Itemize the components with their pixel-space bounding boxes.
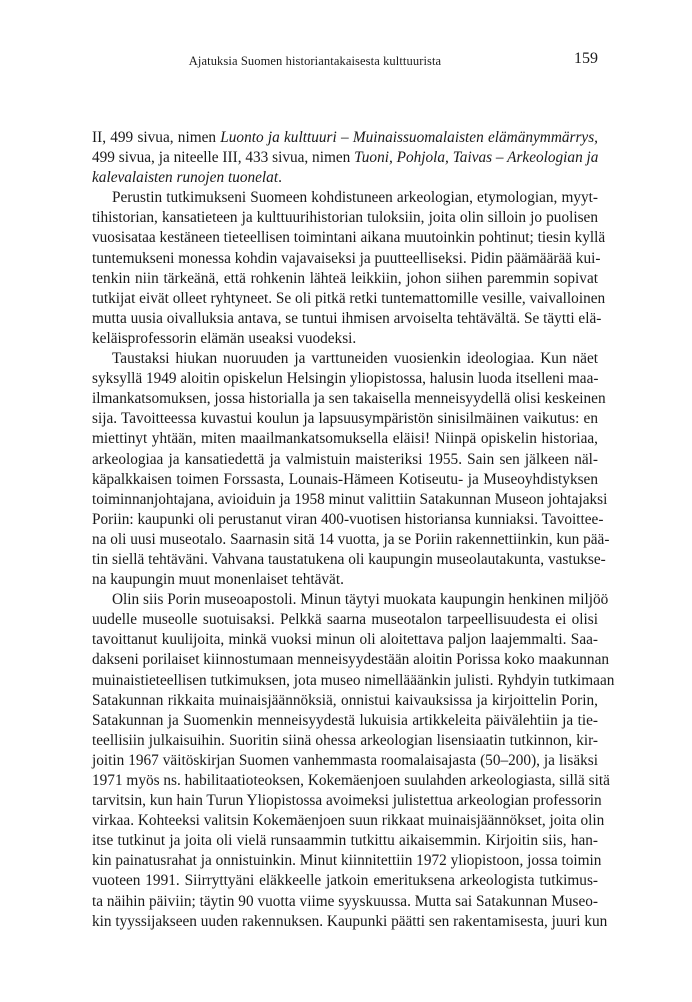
running-title: Ajatuksia Suomen historiantakaisesta kulttuurista (188, 54, 442, 68)
paragraph-continuation (92, 128, 598, 188)
text-line: tutkijat eivät olleet ryhtyneet. Se oli pitkä retki tuntemattomille vesille, vaivalloinen (92, 289, 606, 307)
text-line: tin siellä tehtäväni. Vahvana taustatukena oli kaupungin museolautakunta, vastukse- (92, 550, 606, 568)
text-line: dakseni porilaiset kiinnostumaan menneisyydestään aloitin Porissa koko maakunnan (92, 651, 610, 669)
text-line: Olin siis Porin museoapostoli. Minun täytyi muokata kaupungin henkinen miljöö (112, 591, 609, 609)
text-line: Poriin: kaupunki oli perustanut viran 400-vuotisen historiansa kunniaksi. Tavoittee- (92, 510, 604, 528)
page-number: 159 (574, 50, 598, 67)
running-header (92, 50, 598, 72)
text-line: vuoteen 1991. Siirryttyäni eläkkeelle jatkoin emerituksena arkeologista tutkimus- (92, 872, 598, 890)
text-line: arkeologiaa ja kansatiedettä ja valmistuin maisteriksi 1955. Sain sen jälkeen näl- (92, 450, 598, 468)
text-line: ilmankatsomuksen, jossa historialla ja sen takaisella menneisyydellä olisi keskeinen (92, 390, 606, 408)
text-line: tavoittanut kuulijoita, minkä vuoksi minun oli aloitettava paljon laajemmalti. Saa- (92, 631, 598, 649)
text-line: 1971 myös ns. habilitaatioteoksen, Kokemäenjoen suulahden arkeologiasta, sillä sitä (92, 772, 610, 789)
text-line: uudelle museolle suotuisaksi. Pelkkä saarna museotalon tarpeellisuudesta ei olisi (92, 611, 598, 629)
book-title-italic: kalevalaisten runojen tuonelat (92, 169, 279, 187)
text-line: tarvitsin, kun hain Turun Yliopistossa avoimeksi julistettua arkeologian professorin (92, 792, 602, 810)
text-line: tuntemukseni monessa kohdin vajavaiseksi ja puutteelliseksi. Pidin päämäärää kui- (92, 249, 601, 267)
text-line: joitin 1967 väitöskirjan Suomen vanhemmasta roomalaisajasta (50–200), ja lisäksi (92, 751, 598, 769)
text-line: käpalkkaisen toimen Forssasta, Lounais-Hämeen Kotiseutu- ja Museoyhdistyksen (92, 470, 598, 488)
text-line: II, 499 sivua, nimen Luonto ja kulttuuri – Muinaissuomalaisten elämänymmärrys, (92, 129, 598, 146)
text-line: vuosisataa kestäneen tieteellisen toimintani aikana muutoinkin pohtinut; tiesin kyllä (92, 229, 606, 247)
paragraph (92, 349, 610, 590)
text-line: kin tyyssijakseen uuden rakennuksen. Kaupunki päätti sen rakentamisesta, juuri kun (92, 912, 608, 930)
text-line: mutta uusia oivalluksia antava, se tuntui ihmisen arvoiselta tehtävältä. Se täytti elä- (92, 309, 602, 327)
text-line: Perustin tutkimukseni Suomeen kohdistuneen arkeologian, etymologian, myyt- (112, 189, 598, 207)
paragraph (92, 590, 615, 932)
text-line: ta näihin päiviin; täytin 90 vuotta viime syyskuussa. Mutta sai Satakunnan Museo- (92, 892, 598, 910)
text-line: Taustaksi hiukan nuoruuden ja varttuneiden vuosienkin ideologiaa. Kun näet (112, 350, 598, 368)
text-line: na oli uusi museotalo. Saarnasin sitä 14 vuotta, ja se Poriin rakennettiinkin, kun pää- (92, 530, 610, 548)
book-title-italic: Luonto ja kulttuuri – Muinaissuomalaisten elämänymmärrys, (220, 129, 598, 146)
body-text (92, 128, 615, 932)
text-line: tihistorian, kansatieteen ja kulttuurihistorian tuloksiin, joita olin silloin jo puolisen (92, 209, 598, 227)
text-line: na kaupungin muut monenlaiset tehtävät. (92, 571, 344, 589)
book-title-italic: Tuoni, Pohjola, Taivas – Arkeologian ja (354, 149, 599, 167)
text-line: kin painatusrahat ja onnistuinkin. Minut kiinnitettiin 1972 yliopistoon, jossa toimin (92, 852, 602, 870)
text-line: kalevalaisten runojen tuonelat. (92, 169, 282, 187)
text-line: teellisiin julkaisuihin. Suoritin siinä ohessa arkeologian lisensiaatin tutkinnon, kir- (92, 731, 598, 749)
text-line: Satakunnan rikkaita muinaisjäännöksiä, onnistui kaivauksissa ja kirjoittelin Porin, (92, 691, 598, 709)
text-line: muinaistieteellisen tutkimuksen, jota museo nimellääänkin julisti. Ryhdyin tutkimaan (92, 671, 615, 689)
text-line: miettinyt yhtään, miten maailmankatsomuksella eläisi! Niinpä opiskelin historiaa, (92, 430, 598, 448)
text-line: keläisprofessorin elämän useaksi vuodeksi. (92, 329, 357, 347)
text-line: syksyllä 1949 aloitin opiskelun Helsingin yliopistossa, halusin luoda itselleni maa- (92, 370, 599, 388)
text-line: itse tutkinut ja joita oli vielä runsaammin tutkittu aikaisemmin. Kirjoitin siis, han- (92, 832, 598, 850)
text-line: virkaa. Kohteeksi valitsin Kokemäenjoen suun rikkaat muinaisjäännökset, joita olin (92, 812, 605, 830)
text-line: toiminnanjohtajana, avioiduin ja 1958 minut valittiin Satakunnan Museon johtajaksi (92, 490, 608, 508)
paragraph (92, 188, 606, 349)
text-line: 499 sivua, ja niteelle III, 433 sivua, nimen Tuoni, Pohjola, Taivas – Arkeologian ja (92, 149, 599, 167)
text-line: tenkin niin tärkeänä, että rohkenin lähteä leikkiin, johon siihen paremmin sopivat (92, 269, 598, 287)
text-line: sija. Tavoitteessa kuvastui koulun ja lapsuusympäristön sinisilmäinen vaikutus: en (92, 410, 598, 428)
text-line: Satakunnan ja Suomenkin menneisyydestä lukuisia artikkeleita päivälehtiin ja tie- (92, 711, 598, 729)
